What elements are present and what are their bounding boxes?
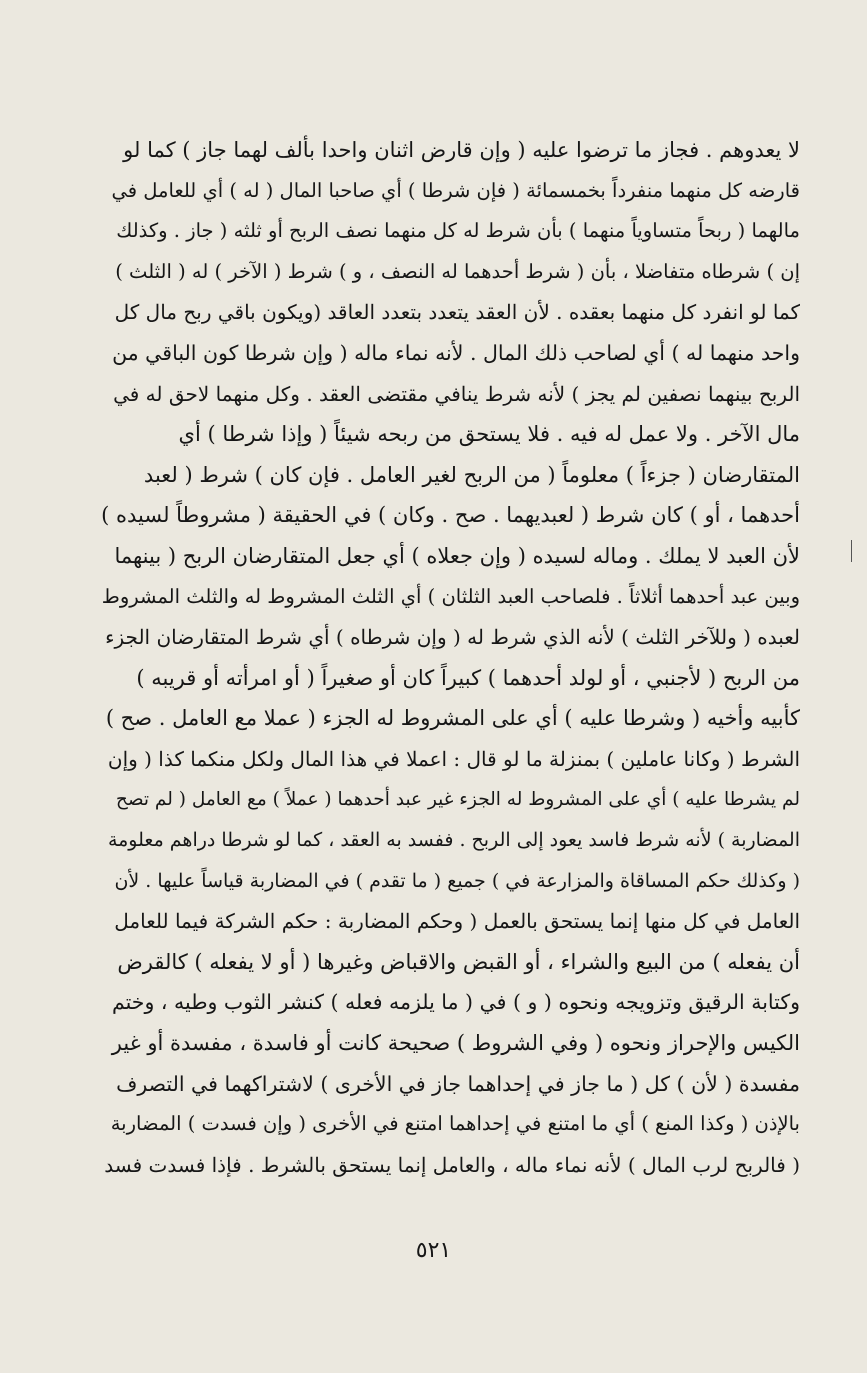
- text-line: مفسدة ( لأن ) كل ( ما جاز في إحداهما جاز في الأخرى ) لاشتراكهما في التصرف: [116, 1071, 800, 1096]
- text-line: وكتابة الرقيق وتزويجه ونحوه ( و ) في ( ما يلزمه فعله ) كنشر الثوب وطيه ، وختم: [111, 990, 800, 1015]
- text-line: ( وكذلك حكم المساقاة والمزارعة في ) جميع ( ما تقدم ) في المضاربة قياساً عليها . لأن: [114, 869, 800, 892]
- page-number: ٥٢١: [415, 1238, 452, 1263]
- text-line: أحدهما ، أو ) كان شرط ( لعبديهما . صح . وكان ) في الحقيقة ( مشروطاً لسيده ): [101, 503, 800, 528]
- text-line: مال الآخر . ولا عمل له فيه . فلا يستحق من ربحه شيئاً ( وإذا شرطا ) أي: [178, 422, 800, 447]
- text-line: كما لو انفرد كل منهما بعقده . لأن العقد يتعدد بتعدد العاقد (ويكون باقي ربح مال كل: [114, 300, 800, 325]
- text-line: الشرط ( وكانا عاملين ) بمنزلة ما لو قال : اعملا في هذا المال ولكل منكما كذا ( وإن: [107, 746, 800, 771]
- text-line: لعبده ( وللآخر الثلث ) لأنه الذي شرط له ( وإن شرطاه ) أي شرط المتقارضان الجزء: [105, 625, 800, 650]
- text-line: لم يشرطا عليه ) أي على المشروط له الجزء غير عبد أحدهما ( عملاً ) مع العامل ( لم تصح: [115, 788, 800, 810]
- text-line: لأن العبد لا يملك . وماله لسيده ( وإن جعلاه ) أي جعل المتقارضان الربح ( بينهما: [114, 543, 800, 568]
- margin-mark: [851, 540, 852, 562]
- body-text: [100, 130, 800, 1185]
- text-line: لا يعدوهم . فجاز ما ترضوا عليه ( وإن قارض اثنان واحدا بألف لهما جاز ) كما لو: [123, 138, 800, 162]
- text-line: ( فالربح لرب المال ) لأنه نماء ماله ، والعامل إنما يستحق بالشرط . فإذا فسدت فسد: [104, 1152, 800, 1177]
- text-line: الكيس والإحراز ونحوه ( وفي الشروط ) صحيحة كانت أو فاسدة ، مفسدة أو غير: [111, 1031, 800, 1056]
- text-line: أن يفعله ) من البيع والشراء ، أو القبض والاقباض وغيرها ( أو لا يفعله ) كالقرض: [117, 949, 800, 974]
- text-line: إن ) شرطاه متفاضلا ، بأن ( شرط أحدهما له النصف ، و ) شرط ( الآخر ) له ( الثلث ): [115, 259, 800, 283]
- text-line: مالهما ( ربحاً متساوياً منهما ) بأن شرط له كل منهما نصف الربح أو ثلثه ( جاز . وكذلك: [116, 219, 800, 243]
- text-line: قارضه كل منهما منفرداً بخمسمائة ( فإن شرطا ) أي صاحبا المال ( له ) أي للعامل في: [111, 178, 800, 202]
- text-line: واحد منهما له ) أي لصاحب ذلك المال . لأنه نماء ماله ( وإن شرطا كون الباقي من: [112, 340, 800, 365]
- text-line: من الربح ( لأجنبي ، أو لولد أحدهما ) كبيراً كان أو صغيراً ( أو امرأته أو قريبه ): [136, 665, 800, 690]
- text-line: كأبيه وأخيه ( وشرطا عليه ) أي على المشروط له الجزء ( عملا مع العامل . صح ): [105, 706, 800, 731]
- text-line: المضاربة ) لأنه شرط فاسد يعود إلى الربح . ففسد به العقد ، كما لو شرطا دراهم معلومة: [107, 829, 800, 852]
- text-line: العامل في كل منها إنما يستحق بالعمل ( وحكم المضاربة : حكم الشركة فيما للعامل: [114, 909, 800, 934]
- text-line: المتقارضان ( جزءاً ) معلوماً ( من الربح لغير العامل . فإن كان ) شرط ( لعبد: [143, 462, 800, 487]
- text-line: وبين عبد أحدهما أثلاثاً . فلصاحب العبد الثلثان ) أي الثلث المشروط له والثلث المشروط: [101, 584, 800, 608]
- text-line: بالإذن ( وكذا المنع ) أي ما امتنع في إحداهما امتنع في الأخرى ( وإن فسدت ) المضاربة: [110, 1112, 800, 1136]
- text-line: الربح بينهما نصفين لم يجز ) لأنه شرط ينافي مقتضى العقد . وكل منهما لاحق له في: [113, 381, 800, 406]
